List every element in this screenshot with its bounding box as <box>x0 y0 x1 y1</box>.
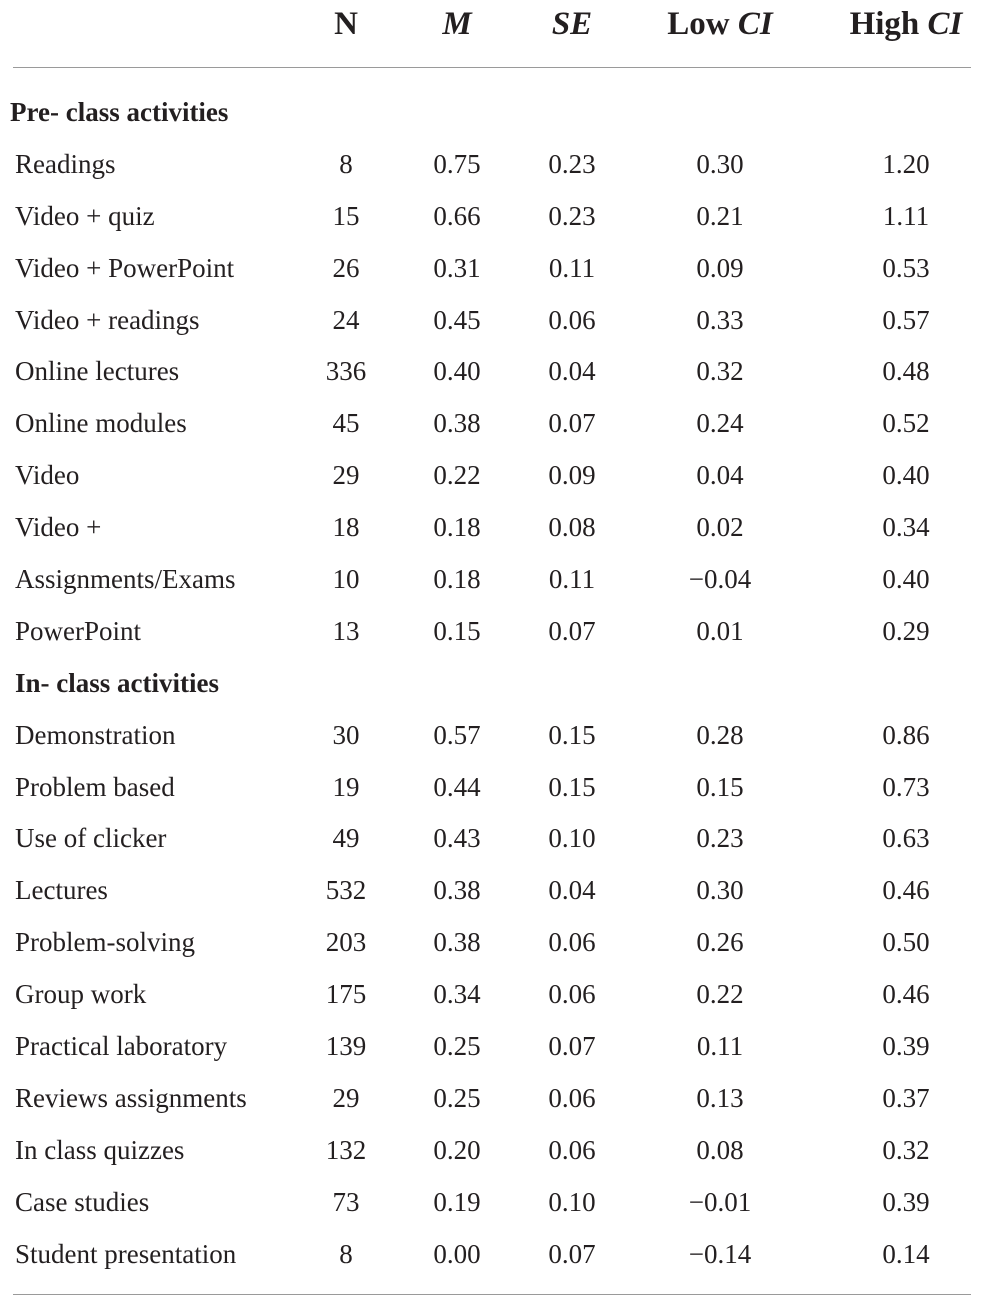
table-row <box>0 710 982 762</box>
table-row <box>0 243 982 295</box>
cell-se: 0.04 <box>548 356 596 387</box>
cell-m: 0.25 <box>433 1082 481 1113</box>
cell-low-ci: 0.28 <box>696 719 744 750</box>
cell-n: 29 <box>332 460 360 491</box>
activity-label: Video + readings <box>15 304 200 335</box>
cell-high-ci: 1.20 <box>882 148 930 179</box>
cell-se: 0.07 <box>548 408 596 439</box>
table-row <box>0 346 982 398</box>
table-row <box>0 917 982 969</box>
cell-se: 0.09 <box>548 460 596 491</box>
cell-low-ci: 0.02 <box>696 512 744 543</box>
cell-high-ci: 0.46 <box>882 875 930 906</box>
cell-se: 0.06 <box>548 304 596 335</box>
cell-m: 0.00 <box>433 1238 481 1269</box>
table-row <box>0 606 982 658</box>
cell-low-ci: −0.01 <box>688 1186 752 1217</box>
cell-m: 0.18 <box>433 512 481 543</box>
cell-low-ci: 0.08 <box>696 1134 744 1165</box>
cell-low-ci: 0.22 <box>696 979 744 1010</box>
cell-high-ci: 0.37 <box>882 1082 930 1113</box>
table-row <box>0 502 982 554</box>
cell-n: 49 <box>332 823 360 854</box>
table-row <box>0 450 982 502</box>
cell-m: 0.43 <box>433 823 481 854</box>
cell-high-ci: 0.40 <box>882 460 930 491</box>
cell-m: 0.31 <box>433 252 481 283</box>
cell-n: 29 <box>332 1082 360 1113</box>
cell-n: 139 <box>325 1031 367 1062</box>
cell-low-ci: 0.15 <box>696 771 744 802</box>
cell-se: 0.07 <box>548 615 596 646</box>
activity-label: Practical laboratory <box>15 1031 228 1062</box>
cell-m: 0.20 <box>433 1134 481 1165</box>
cell-n: 19 <box>332 771 360 802</box>
table-row <box>0 1021 982 1073</box>
cell-high-ci: 0.52 <box>882 408 930 439</box>
cell-low-ci: 0.01 <box>696 615 744 646</box>
header-low-ci-suffix: CI <box>737 6 773 42</box>
table-row <box>0 191 982 243</box>
cell-high-ci: 1.11 <box>882 200 930 231</box>
activity-label: Group work <box>15 979 147 1010</box>
cell-high-ci: 0.40 <box>882 564 930 595</box>
activity-label: Problem based <box>15 771 175 802</box>
cell-n: 24 <box>332 304 360 335</box>
table-row <box>0 813 982 865</box>
cell-n: 13 <box>332 615 360 646</box>
activity-label: Lectures <box>15 875 108 906</box>
cell-low-ci: 0.09 <box>696 252 744 283</box>
header-divider <box>13 67 971 68</box>
cell-m: 0.45 <box>433 304 481 335</box>
cell-low-ci: 0.33 <box>696 304 744 335</box>
table-row <box>0 1073 982 1125</box>
activity-label: PowerPoint <box>15 615 142 646</box>
cell-high-ci: 0.63 <box>882 823 930 854</box>
cell-se: 0.06 <box>548 1082 596 1113</box>
activity-label: Video + PowerPoint <box>15 252 235 283</box>
activity-label: Video + quiz <box>15 200 155 231</box>
cell-m: 0.19 <box>433 1186 481 1217</box>
section-header-row <box>0 87 982 139</box>
cell-high-ci: 0.46 <box>882 979 930 1010</box>
cell-high-ci: 0.39 <box>882 1186 930 1217</box>
header-low-ci <box>667 6 772 43</box>
cell-low-ci: −0.14 <box>688 1238 752 1269</box>
cell-m: 0.44 <box>433 771 481 802</box>
table-row <box>0 762 982 814</box>
cell-low-ci: 0.30 <box>696 148 744 179</box>
table-bottom-rule <box>13 1294 971 1295</box>
cell-se: 0.07 <box>548 1031 596 1062</box>
cell-n: 175 <box>325 979 367 1010</box>
cell-m: 0.75 <box>433 148 481 179</box>
table-row <box>0 139 982 191</box>
cell-n: 73 <box>332 1186 360 1217</box>
cell-low-ci: 0.11 <box>696 1031 744 1062</box>
cell-se: 0.10 <box>548 823 596 854</box>
activity-label: Assignments/Exams <box>15 564 236 595</box>
cell-high-ci: 0.50 <box>882 927 930 958</box>
cell-se: 0.10 <box>548 1186 596 1217</box>
cell-n: 15 <box>332 200 360 231</box>
cell-high-ci: 0.48 <box>882 356 930 387</box>
header-high-ci-suffix: CI <box>927 6 963 42</box>
section-title: In- class activities <box>15 667 219 698</box>
cell-n: 10 <box>332 564 360 595</box>
cell-se: 0.15 <box>548 771 596 802</box>
table-header-row <box>0 0 982 68</box>
cell-se: 0.15 <box>548 719 596 750</box>
cell-se: 0.23 <box>548 148 596 179</box>
cell-high-ci: 0.34 <box>882 512 930 543</box>
activity-label: Online lectures <box>15 356 180 387</box>
cell-low-ci: 0.30 <box>696 875 744 906</box>
cell-n: 132 <box>325 1134 367 1165</box>
cell-se: 0.06 <box>548 979 596 1010</box>
cell-m: 0.38 <box>433 408 481 439</box>
cell-m: 0.57 <box>433 719 481 750</box>
cell-m: 0.38 <box>433 875 481 906</box>
header-high-ci <box>850 6 963 43</box>
table-row <box>0 1125 982 1177</box>
cell-high-ci: 0.39 <box>882 1031 930 1062</box>
cell-se: 0.11 <box>548 564 596 595</box>
cell-high-ci: 0.57 <box>882 304 930 335</box>
activity-label: In class quizzes <box>15 1134 185 1165</box>
table-row <box>0 1229 982 1281</box>
cell-m: 0.15 <box>433 615 481 646</box>
cell-low-ci: 0.04 <box>696 460 744 491</box>
cell-n: 26 <box>332 252 360 283</box>
cell-se: 0.06 <box>548 1134 596 1165</box>
cell-low-ci: 0.23 <box>696 823 744 854</box>
cell-low-ci: 0.13 <box>696 1082 744 1113</box>
header-m: M <box>442 6 472 42</box>
header-high-ci-prefix: High <box>849 6 920 42</box>
cell-m: 0.22 <box>433 460 481 491</box>
table-row <box>0 865 982 917</box>
table-body <box>0 87 982 1280</box>
header-n: N <box>334 6 358 42</box>
activity-label: Case studies <box>15 1186 150 1217</box>
activity-label: Readings <box>15 148 116 179</box>
cell-high-ci: 0.73 <box>882 771 930 802</box>
activity-label: Video <box>15 460 80 491</box>
cell-se: 0.07 <box>548 1238 596 1269</box>
cell-low-ci: 0.26 <box>696 927 744 958</box>
cell-n: 532 <box>325 875 367 906</box>
cell-m: 0.18 <box>433 564 481 595</box>
activity-label: Reviews assignments <box>15 1082 247 1113</box>
cell-low-ci: 0.21 <box>696 200 744 231</box>
cell-high-ci: 0.32 <box>882 1134 930 1165</box>
cell-se: 0.11 <box>548 252 596 283</box>
cell-se: 0.06 <box>548 927 596 958</box>
cell-high-ci: 0.29 <box>882 615 930 646</box>
cell-n: 8 <box>339 1238 353 1269</box>
section-title: Pre- class activities <box>10 97 229 127</box>
cell-high-ci: 0.14 <box>882 1238 930 1269</box>
cell-n: 203 <box>325 927 367 958</box>
activity-label: Online modules <box>15 408 187 439</box>
cell-n: 30 <box>332 719 360 750</box>
cell-n: 8 <box>339 148 353 179</box>
table-row <box>0 295 982 347</box>
cell-high-ci: 0.86 <box>882 719 930 750</box>
cell-se: 0.23 <box>548 200 596 231</box>
cell-high-ci: 0.53 <box>882 252 930 283</box>
cell-m: 0.34 <box>433 979 481 1010</box>
header-low-ci-prefix: Low <box>667 6 730 42</box>
header-se: SE <box>551 6 593 42</box>
activity-label: Video + <box>15 512 102 543</box>
cell-n: 18 <box>332 512 360 543</box>
cell-n: 336 <box>325 356 367 387</box>
table-row <box>0 398 982 450</box>
cell-m: 0.38 <box>433 927 481 958</box>
table-row <box>0 554 982 606</box>
cell-se: 0.08 <box>548 512 596 543</box>
cell-se: 0.04 <box>548 875 596 906</box>
cell-m: 0.25 <box>433 1031 481 1062</box>
section-header-row <box>0 658 982 710</box>
table-row <box>0 1177 982 1229</box>
cell-low-ci: −0.04 <box>688 564 752 595</box>
table-row <box>0 969 982 1021</box>
cell-m: 0.66 <box>433 200 481 231</box>
cell-m: 0.40 <box>433 356 481 387</box>
activity-label: Demonstration <box>15 719 176 750</box>
activity-label: Student presentation <box>15 1238 237 1269</box>
activity-label: Problem-solving <box>15 927 195 958</box>
cell-low-ci: 0.24 <box>696 408 744 439</box>
cell-low-ci: 0.32 <box>696 356 744 387</box>
cell-n: 45 <box>332 408 360 439</box>
activity-label: Use of clicker <box>15 823 167 854</box>
